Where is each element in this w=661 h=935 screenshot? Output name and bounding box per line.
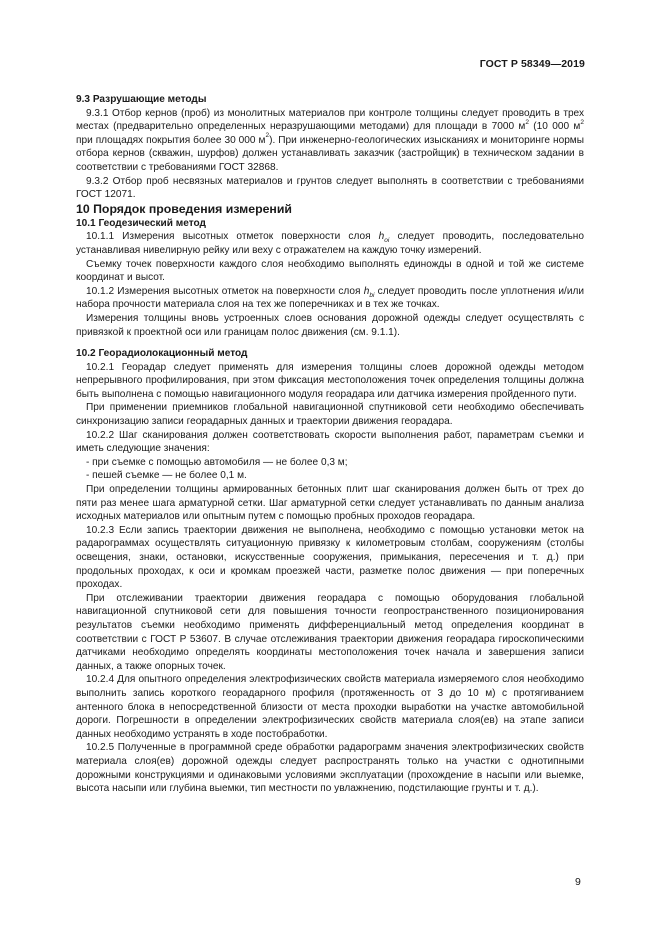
paragraph-9-3-2: 9.3.2 Отбор проб несвязных материалов и грунтов следует выполнять в соответствии с требованиями ГОСТ 12071. bbox=[76, 175, 584, 201]
paragraph-10-2-3-b: При отслеживании траектории движения георадара с помощью оборудования глобальной навигационной спутниковой сети для повышения точности геопространственного позиционирования результатов съемки необходимо применять дифференциальный метод определения координат в соответствии с ГОСТ Р 53607. В случае отслеживания траектории движения георадара гироскопическими датчиками необходимо определять координаты местоположения точек начала и завершения записи данных, а также опорных точек. bbox=[76, 592, 584, 672]
paragraph-10-1-1: 10.1.1 Измерения высотных отметок поверхности слоя $h_{oi}$ следует проводить, последовательно устанавливая нивелирную рейку или веху с отражателем на каждую точку измерений. bbox=[76, 231, 584, 256]
paragraph-10-1-1-b: Съемку точек поверхности каждого слоя необходимо выполнять единожды в одной и той же системе координат и высот. bbox=[76, 258, 584, 284]
section-heading-10-1: 10.1 Геодезический метод bbox=[76, 217, 206, 229]
paragraph-10-2-5: 10.2.5 Полученные в программной среде обработки радарограмм значения электрофизических свойств материала слоя(ев) дорожной одежды следует распространять только на участки с однотипными дорожными конструкциями и одинаковыми условиями эксплуатации (прохождение в насыпи или выемке, высота насыпи или глубина выемки, тип местности по увлажнению, подстилающие грунты и т. д.). bbox=[76, 742, 584, 795]
paragraph-10-2-2: 10.2.2 Шаг сканирования должен соответствовать скорости выполнения работ, параметрам съемки и иметь следующие значения: bbox=[76, 429, 584, 455]
section-heading-9-3: 9.3 Разрушающие методы bbox=[76, 94, 207, 105]
section-heading-10-2: 10.2 Георадиолокационный метод bbox=[76, 348, 248, 360]
page-content bbox=[76, 93, 584, 796]
paragraph-10-2-1-b: При применении приемников глобальной навигационной спутниковой сети необходимо обеспечивать синхронизацию записи георадарных данных и траектории движения георадара. bbox=[76, 402, 584, 428]
paragraph-10-1-2: 10.1.2 Измерения высотных отметок на поверхности слоя $h_{bi}$ следует проводить после уплотнения и/или набора прочности материала слоя на тех же поперечниках и в тех же точках. bbox=[76, 285, 584, 311]
page-number: 9 bbox=[575, 876, 581, 888]
chapter-heading-10: 10 Порядок проведения измерений bbox=[76, 201, 292, 216]
paragraph-10-1-2-b: Измерения толщины вновь устроенных слоев основания дорожной одежды следует осуществлять с привязкой к проектной оси или границам полос движения (см. 9.1.1). bbox=[76, 312, 584, 338]
paragraph-9-3-1: 9.3.1 Отбор кернов (проб) из монолитных материалов при контроле толщины следует проводить в трех местах (предварительно определенных неразрушающими методами) для площади в 7000 $м^2$ (10 000 $м^2$ при площадях покрытия более 30 000 $м^2$). При инженерно-геологических изысканиях и мониторинге нормы отбора кернов (скважин, шурфов) должен устанавливать заказчик (застройщик) в техническом задании в соответствии с требованиями ГОСТ 32868. bbox=[76, 107, 584, 173]
list-item-dash-2: - пешей съемке — не более 0,1 м. bbox=[86, 470, 247, 482]
paragraph-10-2-2-b: При определении толщины армированных бетонных плит шаг сканирования должен быть от трех до пяти раз менее шага арматурной сетки. Шаг арматурной сетки следует устанавливать по данным анализа исходных материалов или опытным путем с помощью пробных проходов георадара. bbox=[76, 484, 584, 523]
paragraph-10-2-1: 10.2.1 Георадар следует применять для измерения толщины слоев дорожной одежды методом непрерывного профилирования, при этом фиксация местоположения точек определения толщины должна быть выполнена с помощью навигационного модуля георадара или датчика измерения пройденного пути. bbox=[76, 361, 584, 400]
standard-header: ГОСТ Р 58349—2019 bbox=[479, 58, 585, 70]
list-item-dash-1: - при съемке с помощью автомобиля — не более 0,3 м; bbox=[86, 456, 348, 468]
paragraph-10-2-4: 10.2.4 Для опытного определения электрофизических свойств материала измеряемого слоя необходимо выполнить запись короткого георадарного профиля (протяженность от 3 до 10 м) с протягиванием антенного блока в непосредственной близости от места проходки выработки на участке автомобильной дороги. Погрешности в определении электрофизических свойств материала слоя(ев) на этапе записи данных необходимо устранять в ходе постобработки. bbox=[76, 674, 584, 740]
paragraph-10-2-3: 10.2.3 Если запись траектории движения не выполнена, необходимо с помощью установки меток на радарограммах осуществлять ситуационную привязку к километровым столбам, сооружениям (столбы освещения, знаки, остановки, искусственные сооружения, примыкания, пересечения и т. д.) при продольных проходах, к оси и кромкам проезжей части, разметке полос движения — при поперечных проходах. bbox=[76, 524, 584, 591]
